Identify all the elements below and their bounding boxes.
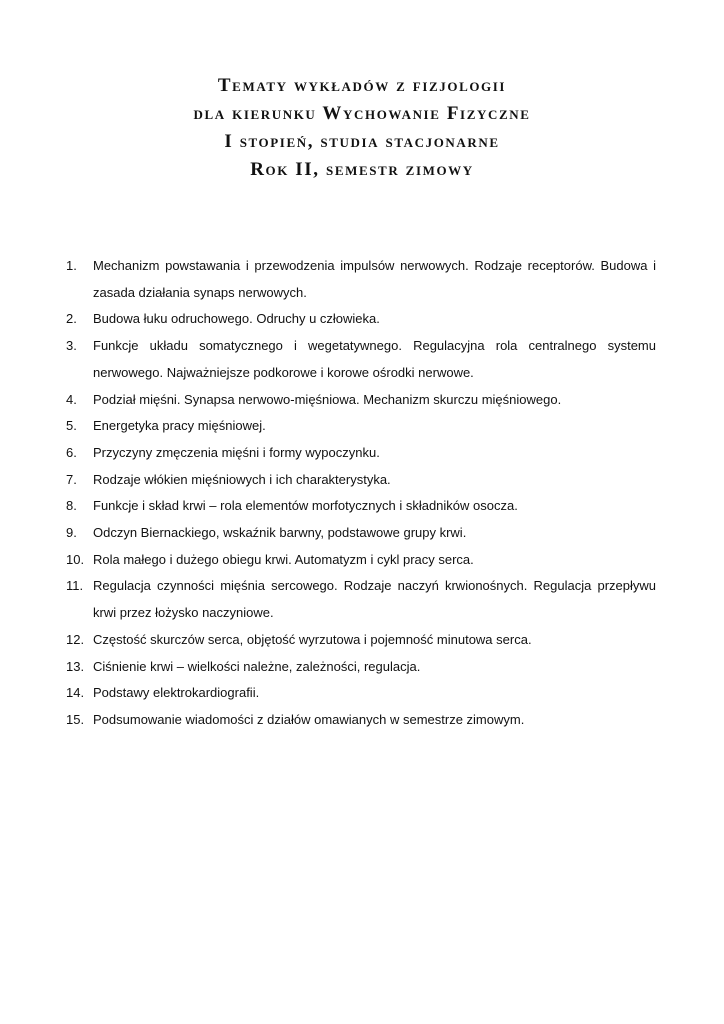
list-item-number: 13. bbox=[66, 658, 85, 674]
list-item-number: 2. bbox=[66, 311, 77, 327]
list-item bbox=[66, 547, 656, 574]
list-item-number: 12. bbox=[66, 631, 85, 647]
list-item-text: Podsumowanie wiadomości z działów omawianych w semestrze zimowym. bbox=[93, 711, 525, 727]
title-line-4: Rok II, semestr zimowy bbox=[250, 159, 474, 180]
document-title bbox=[0, 72, 724, 184]
list-item-text: Rodzaje włókien mięśniowych i ich charakterystyka. bbox=[93, 471, 391, 487]
list-item bbox=[66, 387, 656, 414]
list-item-text: Podział mięśni. Synapsa nerwowo-mięśniowa. Mechanizm skurczu mięśniowego. bbox=[93, 391, 562, 407]
list-item-text: Podstawy elektrokardiografii. bbox=[93, 685, 260, 701]
list-item-text: Budowa łuku odruchowego. Odruchy u człowieka. bbox=[93, 311, 380, 327]
list-item bbox=[66, 493, 656, 520]
list-item-number: 14. bbox=[66, 685, 85, 701]
list-item-text: Funkcje i skład krwi – rola elementów morfotycznych i składników osocza. bbox=[93, 498, 518, 514]
list-item bbox=[66, 520, 656, 547]
list-item-number: 6. bbox=[66, 444, 77, 460]
title-line-1: Tematy wykładów z fizjologii bbox=[217, 75, 507, 96]
list-item bbox=[66, 707, 656, 734]
list-item bbox=[66, 333, 656, 386]
list-item-number: 10. bbox=[66, 551, 85, 567]
list-item-text: Odczyn Biernackiego, wskaźnik barwny, podstawowe grupy krwi. bbox=[93, 525, 467, 541]
list-item-number: 3. bbox=[66, 338, 77, 354]
title-line-2: dla kierunku Wychowanie Fizyczne bbox=[193, 103, 531, 124]
list-item-number: 5. bbox=[66, 418, 77, 434]
list-item-text: Częstość skurczów serca, objętość wyrzutowa i pojemność minutowa serca. bbox=[93, 631, 532, 647]
list-item bbox=[66, 573, 656, 626]
list-item bbox=[66, 253, 656, 306]
list-item bbox=[66, 440, 656, 467]
title-line-3: I stopień, studia stacjonarne bbox=[224, 131, 500, 152]
list-item-number: 8. bbox=[66, 498, 77, 514]
lecture-topics-list bbox=[66, 253, 656, 734]
list-item-number: 4. bbox=[66, 391, 77, 407]
list-item bbox=[66, 413, 656, 440]
list-item-text: Rola małego i dużego obiegu krwi. Automatyzm i cykl pracy serca. bbox=[93, 551, 474, 567]
list-item-number: 15. bbox=[66, 711, 85, 727]
list-item-number: 7. bbox=[66, 471, 77, 487]
list-item-number: 9. bbox=[66, 525, 77, 541]
list-item bbox=[66, 680, 656, 707]
list-item-text: Mechanizm powstawania i przewodzenia impulsów nerwowych. Rodzaje receptorów. Budowa i zasada działania synaps nerwowych. bbox=[93, 258, 656, 300]
list-item bbox=[66, 306, 656, 333]
list-item-text: Funkcje układu somatycznego i wegetatywnego. Regulacyjna rola centralnego systemu nerwowego. Najważniejsze podkorowe i korowe ośrodki nerwowe. bbox=[93, 338, 656, 380]
list-item bbox=[66, 627, 656, 654]
list-item-text: Energetyka pracy mięśniowej. bbox=[93, 418, 266, 434]
list-item bbox=[66, 654, 656, 681]
list-item-text: Przyczyny zmęczenia mięśni i formy wypoczynku. bbox=[93, 444, 380, 460]
list-item-text: Regulacja czynności mięśnia sercowego. Rodzaje naczyń krwionośnych. Regulacja przepływu krwi przez łożysko naczyniowe. bbox=[93, 578, 656, 621]
list-item-text: Ciśnienie krwi – wielkości należne, zależności, regulacja. bbox=[93, 658, 421, 674]
list-item-number: 11. bbox=[66, 578, 84, 594]
list-item-number: 1. bbox=[66, 258, 77, 273]
list-item bbox=[66, 467, 656, 494]
